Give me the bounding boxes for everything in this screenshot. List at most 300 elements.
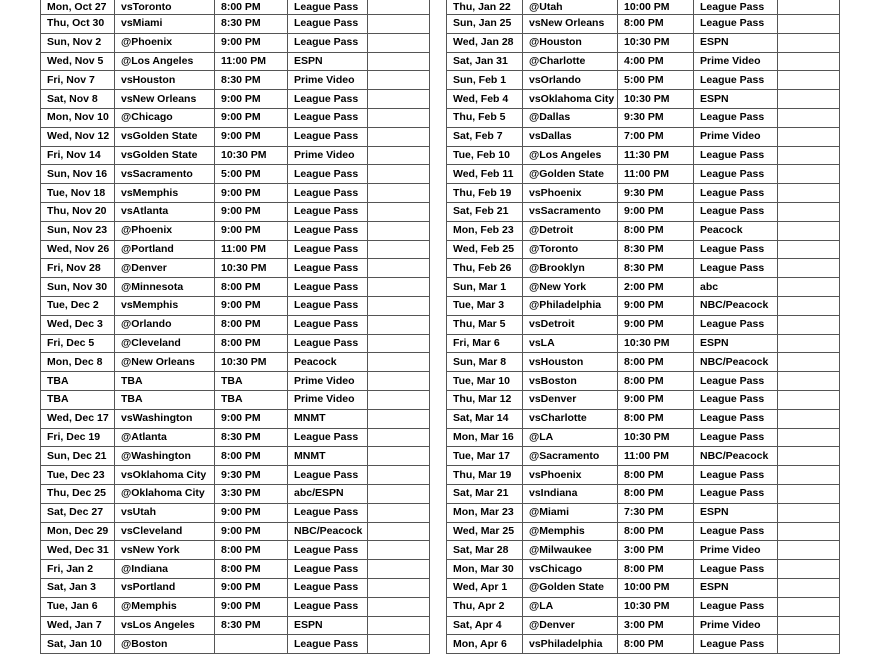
notes-cell	[778, 52, 840, 71]
schedule-row	[41, 616, 430, 635]
opponent-cell: vsPortland	[115, 578, 215, 597]
broadcast-cell: League Pass	[694, 390, 778, 409]
game-time-cell: 8:30 PM	[618, 259, 694, 278]
game-time-cell: 8:30 PM	[215, 15, 288, 34]
schedule-row	[41, 146, 430, 165]
game-date-cell: Thu, Feb 19	[447, 184, 523, 203]
game-date-cell: Thu, Feb 5	[447, 108, 523, 127]
game-date-cell: Mon, Mar 16	[447, 428, 523, 447]
game-date-cell: Mon, Feb 23	[447, 221, 523, 240]
schedule-row	[447, 165, 840, 184]
schedule-row	[447, 52, 840, 71]
game-date-cell: Thu, Feb 26	[447, 259, 523, 278]
opponent-cell: vsMemphis	[115, 296, 215, 315]
schedule-row	[41, 15, 430, 34]
opponent-cell: @Miami	[523, 503, 618, 522]
game-time-cell: 8:00 PM	[215, 278, 288, 297]
game-date-cell: Tue, Nov 18	[41, 184, 115, 203]
game-date-cell: TBA	[41, 390, 115, 409]
broadcast-cell: League Pass	[694, 409, 778, 428]
notes-cell	[778, 409, 840, 428]
broadcast-cell: League Pass	[694, 240, 778, 259]
notes-cell	[778, 334, 840, 353]
game-time-cell: 8:00 PM	[618, 15, 694, 34]
broadcast-cell: League Pass	[694, 428, 778, 447]
game-time-cell: 5:00 PM	[215, 165, 288, 184]
notes-cell	[368, 484, 430, 503]
notes-cell	[778, 71, 840, 90]
game-time-cell: 8:30 PM	[215, 616, 288, 635]
broadcast-cell: League Pass	[288, 202, 368, 221]
game-date-cell: Wed, Nov 12	[41, 127, 115, 146]
opponent-cell: @Memphis	[523, 522, 618, 541]
game-time-cell: 5:00 PM	[618, 71, 694, 90]
game-date-cell: Thu, Jan 22	[447, 0, 523, 15]
opponent-cell: @Phoenix	[115, 33, 215, 52]
opponent-cell: @Chicago	[115, 108, 215, 127]
game-date-cell: Tue, Jan 6	[41, 597, 115, 616]
notes-cell	[778, 541, 840, 560]
broadcast-cell: abc	[694, 278, 778, 297]
game-time-cell: 8:00 PM	[618, 484, 694, 503]
game-date-cell: Thu, Oct 30	[41, 15, 115, 34]
schedule-rows-left	[41, 0, 430, 654]
schedule-row	[41, 503, 430, 522]
broadcast-cell: League Pass	[694, 635, 778, 654]
broadcast-cell: League Pass	[694, 202, 778, 221]
schedule-row	[41, 202, 430, 221]
notes-cell	[368, 503, 430, 522]
notes-cell	[778, 259, 840, 278]
schedule-row	[447, 578, 840, 597]
game-date-cell: Thu, Nov 20	[41, 202, 115, 221]
game-time-cell: 8:00 PM	[618, 522, 694, 541]
schedule-row	[447, 127, 840, 146]
game-time-cell: 9:00 PM	[215, 578, 288, 597]
notes-cell	[778, 184, 840, 203]
notes-cell	[368, 353, 430, 372]
game-date-cell: Wed, Apr 1	[447, 578, 523, 597]
schedule-row	[41, 108, 430, 127]
notes-cell	[778, 278, 840, 297]
game-time-cell: 9:00 PM	[215, 202, 288, 221]
schedule-row	[447, 428, 840, 447]
schedule-row	[41, 52, 430, 71]
broadcast-cell: League Pass	[694, 372, 778, 391]
game-date-cell: Wed, Dec 31	[41, 541, 115, 560]
game-time-cell: 8:00 PM	[215, 541, 288, 560]
notes-cell	[778, 296, 840, 315]
game-date-cell: Tue, Mar 10	[447, 372, 523, 391]
game-time-cell: 9:30 PM	[618, 108, 694, 127]
schedule-row	[447, 560, 840, 579]
schedule-row	[41, 315, 430, 334]
schedule-row	[41, 447, 430, 466]
broadcast-cell: League Pass	[694, 15, 778, 34]
opponent-cell: @Minnesota	[115, 278, 215, 297]
broadcast-cell: League Pass	[694, 522, 778, 541]
notes-cell	[778, 597, 840, 616]
game-time-cell: 2:00 PM	[618, 278, 694, 297]
game-time-cell: 9:00 PM	[215, 503, 288, 522]
broadcast-cell: League Pass	[288, 597, 368, 616]
game-date-cell: Wed, Dec 17	[41, 409, 115, 428]
notes-cell	[778, 0, 840, 15]
game-date-cell: Sat, Feb 7	[447, 127, 523, 146]
opponent-cell: @LA	[523, 428, 618, 447]
opponent-cell: @Los Angeles	[115, 52, 215, 71]
game-date-cell: Sun, Feb 1	[447, 71, 523, 90]
game-date-cell: Wed, Nov 26	[41, 240, 115, 259]
game-time-cell: 9:00 PM	[215, 90, 288, 109]
broadcast-cell: Prime Video	[288, 390, 368, 409]
game-date-cell: Wed, Dec 3	[41, 315, 115, 334]
schedule-row	[447, 33, 840, 52]
broadcast-cell: League Pass	[288, 466, 368, 485]
broadcast-cell: League Pass	[694, 597, 778, 616]
opponent-cell: TBA	[115, 372, 215, 391]
game-date-cell: Fri, Mar 6	[447, 334, 523, 353]
opponent-cell: @New Orleans	[115, 353, 215, 372]
broadcast-cell: ESPN	[288, 616, 368, 635]
game-date-cell: Sat, Jan 3	[41, 578, 115, 597]
game-date-cell: Sat, Dec 27	[41, 503, 115, 522]
opponent-cell: vsLos Angeles	[115, 616, 215, 635]
opponent-cell: @Orlando	[115, 315, 215, 334]
game-time-cell: 9:00 PM	[215, 108, 288, 127]
schedule-row	[447, 71, 840, 90]
broadcast-cell: NBC/Peacock	[694, 353, 778, 372]
notes-cell	[368, 560, 430, 579]
broadcast-cell: Peacock	[694, 221, 778, 240]
schedule-table-left	[40, 0, 430, 654]
notes-cell	[368, 221, 430, 240]
schedule-row	[447, 372, 840, 391]
broadcast-cell: League Pass	[288, 240, 368, 259]
game-date-cell: Thu, Mar 19	[447, 466, 523, 485]
schedule-row	[447, 184, 840, 203]
broadcast-cell: ESPN	[694, 334, 778, 353]
game-date-cell: Sat, Jan 10	[41, 635, 115, 654]
schedule-row	[447, 353, 840, 372]
game-date-cell: Wed, Feb 4	[447, 90, 523, 109]
schedule-row	[447, 296, 840, 315]
broadcast-cell: League Pass	[694, 315, 778, 334]
game-date-cell: Sun, Jan 25	[447, 15, 523, 34]
broadcast-cell: Peacock	[288, 353, 368, 372]
game-time-cell: 9:00 PM	[215, 409, 288, 428]
notes-cell	[778, 635, 840, 654]
notes-cell	[368, 240, 430, 259]
schedule-row	[41, 296, 430, 315]
notes-cell	[368, 522, 430, 541]
game-time-cell: 8:00 PM	[618, 409, 694, 428]
game-date-cell: Thu, Dec 25	[41, 484, 115, 503]
notes-cell	[368, 146, 430, 165]
broadcast-cell: League Pass	[288, 108, 368, 127]
broadcast-cell: Prime Video	[694, 127, 778, 146]
game-time-cell: 11:30 PM	[618, 146, 694, 165]
schedule-row	[447, 597, 840, 616]
game-time-cell	[215, 635, 288, 654]
notes-cell	[368, 597, 430, 616]
schedule-row	[447, 202, 840, 221]
broadcast-cell: Prime Video	[694, 52, 778, 71]
game-date-cell: Wed, Nov 5	[41, 52, 115, 71]
broadcast-cell: League Pass	[288, 165, 368, 184]
notes-cell	[778, 108, 840, 127]
opponent-cell: @Washington	[115, 447, 215, 466]
opponent-cell: @Toronto	[523, 240, 618, 259]
notes-cell	[778, 447, 840, 466]
game-time-cell: 3:00 PM	[618, 616, 694, 635]
notes-cell	[368, 616, 430, 635]
game-time-cell: 9:00 PM	[215, 597, 288, 616]
broadcast-cell: ESPN	[694, 33, 778, 52]
notes-cell	[368, 108, 430, 127]
broadcast-cell: League Pass	[288, 578, 368, 597]
broadcast-cell: ESPN	[694, 578, 778, 597]
opponent-cell: vsGolden State	[115, 146, 215, 165]
notes-cell	[368, 447, 430, 466]
opponent-cell: vsWashington	[115, 409, 215, 428]
broadcast-cell: League Pass	[694, 108, 778, 127]
notes-cell	[368, 409, 430, 428]
game-time-cell: 10:30 PM	[215, 353, 288, 372]
broadcast-cell: League Pass	[288, 296, 368, 315]
notes-cell	[368, 165, 430, 184]
broadcast-cell: League Pass	[694, 146, 778, 165]
schedule-rows-right	[447, 0, 840, 654]
game-time-cell: 9:00 PM	[215, 522, 288, 541]
broadcast-cell: ESPN	[694, 503, 778, 522]
game-time-cell: 10:00 PM	[618, 578, 694, 597]
schedule-row	[447, 240, 840, 259]
broadcast-cell: League Pass	[288, 315, 368, 334]
broadcast-cell: League Pass	[694, 259, 778, 278]
schedule-row	[447, 522, 840, 541]
broadcast-cell: League Pass	[288, 334, 368, 353]
game-date-cell: Tue, Mar 17	[447, 447, 523, 466]
schedule-row	[41, 522, 430, 541]
opponent-cell: vsLA	[523, 334, 618, 353]
notes-cell	[778, 372, 840, 391]
game-date-cell: Wed, Feb 25	[447, 240, 523, 259]
game-time-cell: 9:00 PM	[215, 33, 288, 52]
opponent-cell: @Indiana	[115, 560, 215, 579]
game-time-cell: 8:00 PM	[618, 353, 694, 372]
notes-cell	[778, 390, 840, 409]
notes-cell	[368, 390, 430, 409]
game-date-cell: Thu, Mar 5	[447, 315, 523, 334]
notes-cell	[778, 90, 840, 109]
opponent-cell: @Portland	[115, 240, 215, 259]
game-date-cell: Sun, Mar 1	[447, 278, 523, 297]
notes-cell	[778, 315, 840, 334]
game-time-cell: 11:00 PM	[215, 240, 288, 259]
opponent-cell: vsGolden State	[115, 127, 215, 146]
notes-cell	[778, 560, 840, 579]
notes-cell	[368, 372, 430, 391]
schedule-row	[447, 390, 840, 409]
game-date-cell: Sun, Nov 30	[41, 278, 115, 297]
game-date-cell: Sun, Nov 2	[41, 33, 115, 52]
notes-cell	[368, 541, 430, 560]
opponent-cell: vsUtah	[115, 503, 215, 522]
game-time-cell: 10:30 PM	[618, 334, 694, 353]
notes-cell	[368, 90, 430, 109]
schedule-row	[41, 127, 430, 146]
game-time-cell: 8:30 PM	[618, 240, 694, 259]
opponent-cell: @Denver	[115, 259, 215, 278]
opponent-cell: vsCharlotte	[523, 409, 618, 428]
schedule-row	[447, 503, 840, 522]
opponent-cell: @LA	[523, 597, 618, 616]
opponent-cell: vsToronto	[115, 0, 215, 15]
opponent-cell: vsOklahoma City	[115, 466, 215, 485]
game-time-cell: 10:00 PM	[618, 0, 694, 15]
opponent-cell: vsSacramento	[523, 202, 618, 221]
broadcast-cell: League Pass	[288, 635, 368, 654]
schedule-row	[41, 353, 430, 372]
game-time-cell: 11:00 PM	[618, 447, 694, 466]
notes-cell	[778, 127, 840, 146]
broadcast-cell: League Pass	[288, 428, 368, 447]
schedule-row	[41, 597, 430, 616]
notes-cell	[778, 578, 840, 597]
broadcast-cell: League Pass	[288, 541, 368, 560]
notes-cell	[368, 428, 430, 447]
game-date-cell: Sun, Dec 21	[41, 447, 115, 466]
schedule-row	[447, 315, 840, 334]
schedule-row	[41, 184, 430, 203]
game-date-cell: Tue, Feb 10	[447, 146, 523, 165]
game-date-cell: Sat, Mar 28	[447, 541, 523, 560]
opponent-cell: vsCleveland	[115, 522, 215, 541]
game-time-cell: 9:00 PM	[215, 184, 288, 203]
opponent-cell: vsMemphis	[115, 184, 215, 203]
notes-cell	[368, 184, 430, 203]
notes-cell	[368, 334, 430, 353]
broadcast-cell: abc/ESPN	[288, 484, 368, 503]
game-time-cell: 8:00 PM	[618, 635, 694, 654]
game-date-cell: Mon, Dec 29	[41, 522, 115, 541]
notes-cell	[368, 466, 430, 485]
notes-cell	[778, 503, 840, 522]
game-date-cell: TBA	[41, 372, 115, 391]
game-time-cell: 8:00 PM	[215, 560, 288, 579]
game-date-cell: Wed, Jan 7	[41, 616, 115, 635]
game-date-cell: Mon, Mar 23	[447, 503, 523, 522]
schedule-row	[41, 578, 430, 597]
notes-cell	[778, 466, 840, 485]
broadcast-cell: League Pass	[288, 127, 368, 146]
schedule-row	[447, 90, 840, 109]
broadcast-cell: League Pass	[694, 71, 778, 90]
game-time-cell: 7:30 PM	[618, 503, 694, 522]
opponent-cell: vsSacramento	[115, 165, 215, 184]
notes-cell	[778, 428, 840, 447]
game-time-cell: 9:00 PM	[618, 296, 694, 315]
broadcast-cell: League Pass	[288, 221, 368, 240]
opponent-cell: @Golden State	[523, 165, 618, 184]
broadcast-cell: League Pass	[694, 560, 778, 579]
game-date-cell: Sun, Nov 16	[41, 165, 115, 184]
opponent-cell: @Golden State	[523, 578, 618, 597]
broadcast-cell: League Pass	[288, 90, 368, 109]
game-time-cell: 8:00 PM	[215, 0, 288, 15]
schedule-row	[41, 541, 430, 560]
schedule-row	[41, 259, 430, 278]
broadcast-cell: ESPN	[288, 52, 368, 71]
notes-cell	[368, 33, 430, 52]
game-time-cell: 8:00 PM	[618, 372, 694, 391]
opponent-cell: @Atlanta	[115, 428, 215, 447]
game-time-cell: 8:00 PM	[618, 560, 694, 579]
opponent-cell: vsHouston	[115, 71, 215, 90]
game-time-cell: 10:30 PM	[215, 146, 288, 165]
schedule-row	[447, 541, 840, 560]
opponent-cell: vsOrlando	[523, 71, 618, 90]
schedule-row	[41, 409, 430, 428]
schedule-row	[447, 616, 840, 635]
opponent-cell: vsMiami	[115, 15, 215, 34]
opponent-cell: vsBoston	[523, 372, 618, 391]
game-date-cell: Mon, Oct 27	[41, 0, 115, 15]
game-time-cell: 9:00 PM	[215, 296, 288, 315]
schedule-row	[447, 221, 840, 240]
opponent-cell: @Philadelphia	[523, 296, 618, 315]
game-date-cell: Mon, Dec 8	[41, 353, 115, 372]
game-date-cell: Thu, Apr 2	[447, 597, 523, 616]
notes-cell	[368, 296, 430, 315]
opponent-cell: vsNew Orleans	[115, 90, 215, 109]
notes-cell	[368, 635, 430, 654]
schedule-row	[41, 428, 430, 447]
notes-cell	[368, 315, 430, 334]
game-time-cell: 9:30 PM	[618, 184, 694, 203]
game-time-cell: 4:00 PM	[618, 52, 694, 71]
schedule-row	[447, 0, 840, 15]
game-date-cell: Fri, Dec 5	[41, 334, 115, 353]
game-time-cell: TBA	[215, 390, 288, 409]
schedule-row	[41, 71, 430, 90]
game-time-cell: 10:30 PM	[618, 428, 694, 447]
opponent-cell: vsPhiladelphia	[523, 635, 618, 654]
schedule-row	[447, 278, 840, 297]
opponent-cell: vsOklahoma City	[523, 90, 618, 109]
game-date-cell: Tue, Dec 23	[41, 466, 115, 485]
opponent-cell: @Detroit	[523, 221, 618, 240]
game-date-cell: Mon, Apr 6	[447, 635, 523, 654]
broadcast-cell: League Pass	[694, 184, 778, 203]
game-time-cell: 8:00 PM	[215, 334, 288, 353]
game-date-cell: Fri, Nov 14	[41, 146, 115, 165]
notes-cell	[778, 33, 840, 52]
schedule-table-right	[446, 0, 840, 654]
schedule-row	[447, 466, 840, 485]
notes-cell	[778, 522, 840, 541]
schedule-row	[447, 146, 840, 165]
game-date-cell: Fri, Jan 2	[41, 560, 115, 579]
game-time-cell: 7:00 PM	[618, 127, 694, 146]
schedule-row	[41, 635, 430, 654]
game-time-cell: TBA	[215, 372, 288, 391]
broadcast-cell: League Pass	[288, 560, 368, 579]
notes-cell	[368, 259, 430, 278]
schedule-row	[447, 334, 840, 353]
notes-cell	[778, 221, 840, 240]
